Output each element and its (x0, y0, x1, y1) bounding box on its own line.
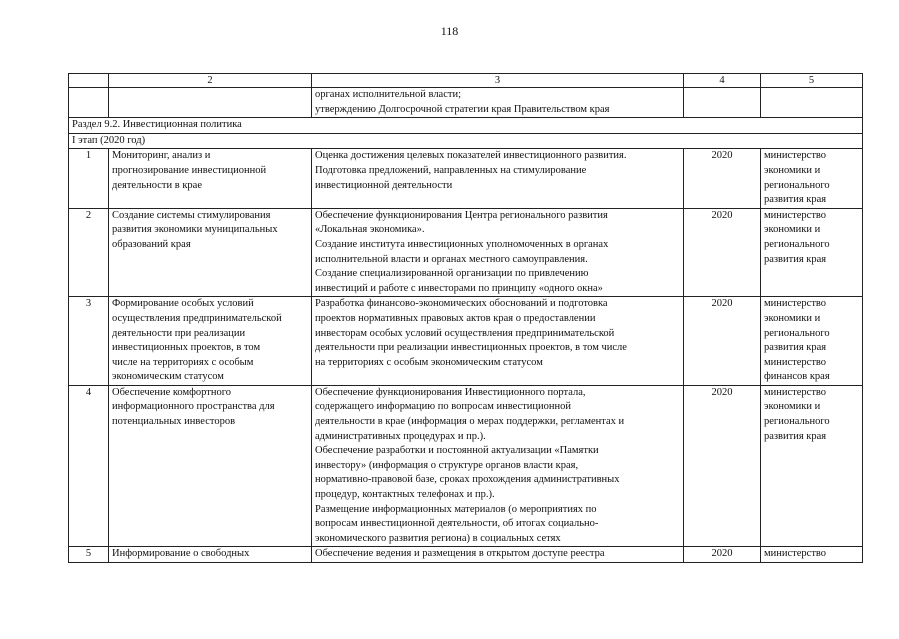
cell-line: Обеспечение функционирования Центра регионального развития (315, 209, 608, 221)
cell-line: деятельности в крае (информация о мерах поддержки, регламентах и (315, 416, 625, 428)
cell-line: министерство (764, 298, 827, 310)
cell-line: прогнозирование инвестиционной (112, 164, 267, 176)
cell-line: «Локальная экономика». (315, 224, 425, 236)
deadline-year: 2020 (684, 547, 761, 563)
cell-line: экономическим статусом (112, 371, 224, 383)
cell-line: инвестору» (информация о структуре органов власти края, (315, 459, 579, 471)
measure-name (109, 547, 312, 563)
header-cell-1 (69, 74, 109, 88)
cell-line: числе на территориях с особым (112, 356, 254, 368)
deadline-year: 2020 (684, 385, 761, 547)
cell-line: развития экономики муниципальных (112, 224, 278, 236)
cell-line: развития края (764, 430, 827, 442)
header-cell-4: 4 (684, 74, 761, 88)
investment-policy-table (68, 73, 863, 563)
deadline-year: 2020 (684, 208, 761, 297)
responsible-body (761, 208, 863, 297)
cell-line: вопросам инвестиционной деятельности, об итогах социально- (315, 518, 599, 530)
cell-line: нормативно-правовой базе, сроках прохождения административных (315, 474, 620, 486)
stage-title-row (69, 133, 863, 149)
measure-name (109, 208, 312, 297)
cell-line: экономики и (764, 224, 821, 236)
cell-line: Разработка финансово-экономических обоснований и подготовка (315, 298, 608, 310)
cell-line: Создание системы стимулирования (112, 209, 271, 221)
measure-content (312, 208, 684, 297)
deadline-year: 2020 (684, 149, 761, 208)
section-title: Раздел 9.2. Инвестиционная политика (69, 118, 863, 134)
responsible-body (761, 385, 863, 547)
cell-line: регионального (764, 327, 830, 339)
responsible-body (761, 88, 863, 118)
responsible-body (761, 149, 863, 208)
cell-line: инвестиционной деятельности (315, 179, 453, 191)
section-title-row (69, 118, 863, 134)
cell-line: регионального (764, 416, 830, 428)
continuation-row (69, 88, 863, 118)
item-number: 1 (69, 149, 109, 208)
table-row (69, 208, 863, 297)
table-row (69, 385, 863, 547)
cell-line: проектов нормативных правовых актов края о предоставлении (315, 312, 596, 324)
cell-line: экономического развития региона) в социальных сетях (315, 532, 561, 544)
cell-line: Формирование особых условий (112, 298, 254, 310)
cell-line: министерство (764, 548, 827, 560)
measure-name (109, 88, 312, 118)
cell-line: Информирование о свободных (112, 548, 250, 560)
cell-line: Мониторинг, анализ и (112, 150, 211, 162)
cell-line: Размещение информационных материалов (о мероприятиях по (315, 503, 597, 515)
table-body (69, 74, 863, 563)
cell-line: содержащего информацию по вопросам инвестиционной (315, 401, 572, 413)
cell-line: экономики и (764, 401, 821, 413)
cell-line: инвесторам особых условий осуществления предпринимательской (315, 327, 615, 339)
cell-line: потенциальных инвесторов (112, 416, 236, 428)
cell-line: Обеспечение функционирования Инвестиционного портала, (315, 386, 586, 398)
cell-line: министерство (764, 150, 827, 162)
table-row (69, 297, 863, 386)
item-number: 3 (69, 297, 109, 386)
deadline-year (684, 88, 761, 118)
cell-line: финансов края (764, 371, 830, 383)
item-number: 5 (69, 547, 109, 563)
cell-line: Создание института инвестиционных уполномоченных в органах (315, 238, 609, 250)
cell-line: административных процедурах и пр.). (315, 430, 486, 442)
measure-content (312, 149, 684, 208)
header-cell-2: 2 (109, 74, 312, 88)
header-row (69, 74, 863, 88)
table-row (69, 547, 863, 563)
page-number: 118 (440, 24, 459, 38)
cell-line: деятельности в крае (112, 179, 202, 191)
cell-line: регионального (764, 238, 830, 250)
cell-line: Создание специализированной организации по привлечению (315, 268, 589, 280)
measure-name (109, 297, 312, 386)
measure-content (312, 385, 684, 547)
stage-title: I этап (2020 год) (69, 133, 863, 149)
cell-line: инвестиционных проектов, в том (112, 342, 261, 354)
cell-line: Обеспечение комфортного (112, 386, 232, 398)
cell-line: процедур, контактных телефонах и пр.). (315, 489, 495, 501)
deadline-year: 2020 (684, 297, 761, 386)
measure-content (312, 297, 684, 386)
cell-line: министерство (764, 356, 827, 368)
cell-line: министерство (764, 386, 827, 398)
measure-content (312, 88, 684, 118)
header-cell-5: 5 (761, 74, 863, 88)
measure-content (312, 547, 684, 563)
cell-line: деятельности при реализации (112, 327, 246, 339)
header-cell-3: 3 (312, 74, 684, 88)
cell-line: развития края (764, 253, 827, 265)
item-number (69, 88, 109, 118)
cell-line: органах исполнительной власти; (315, 89, 462, 100)
item-number: 2 (69, 208, 109, 297)
cell-line: экономики и (764, 164, 821, 176)
cell-line: деятельности при реализации инвестиционных проектов, в том числе (315, 342, 627, 354)
cell-line: образований края (112, 238, 191, 250)
measure-name (109, 385, 312, 547)
cell-line: Обеспечение разработки и постоянной актуализации «Памятки (315, 445, 599, 457)
cell-line: Подготовка предложений, направленных на стимулирование (315, 164, 587, 176)
cell-line: Оценка достижения целевых показателей инвестиционного развития. (315, 150, 627, 162)
cell-line: развития края (764, 194, 827, 206)
responsible-body (761, 297, 863, 386)
measure-name (109, 149, 312, 208)
cell-line: информационного пространства для (112, 401, 275, 413)
cell-line: утверждению Долгосрочной стратегии края Правительством края (315, 103, 610, 115)
item-number: 4 (69, 385, 109, 547)
cell-line: развития края (764, 342, 827, 354)
cell-line: инвестиций и работе с инвесторами по принципу «одного окна» (315, 282, 603, 294)
cell-line: Обеспечение ведения и размещения в открытом доступе реестра (315, 548, 605, 560)
cell-line: исполнительной власти и органах местного самоуправления. (315, 253, 588, 265)
table-row (69, 149, 863, 208)
cell-line: на территориях с особым экономическим статусом (315, 356, 543, 368)
cell-line: регионального (764, 179, 830, 191)
cell-line: министерство (764, 209, 827, 221)
cell-line: экономики и (764, 312, 821, 324)
responsible-body (761, 547, 863, 563)
cell-line: осуществления предпринимательской (112, 312, 282, 324)
